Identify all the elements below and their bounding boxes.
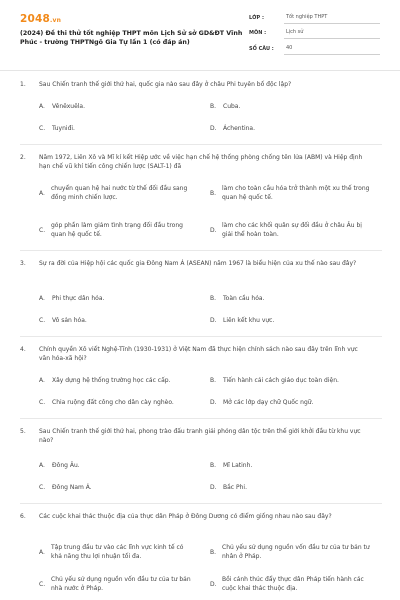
question-5 <box>20 427 382 445</box>
option-text: Bắc Phi. <box>223 484 247 491</box>
option-letter: C. <box>39 399 46 406</box>
option-6c[interactable] <box>39 575 204 593</box>
option-3c[interactable] <box>39 316 87 325</box>
option-text: Vô sản hóa. <box>52 317 87 324</box>
divider <box>20 336 382 337</box>
info-label: MÔN : <box>249 30 267 36</box>
divider <box>20 250 382 251</box>
question-text: Năm 1972, Liên Xô và Mĩ kí kết Hiệp ước về việc hạn chế hệ thống phòng chống tên lửa (ABM) và Hiệp định hạn chế vũ khí tiến công chiến lược (SALT-1) đã <box>39 154 363 170</box>
question-number: 4. <box>20 346 26 353</box>
info-row-subject <box>249 28 380 39</box>
option-2a[interactable] <box>39 184 204 202</box>
option-letter: A. <box>39 548 45 556</box>
option-text: Toàn cầu hóa. <box>223 295 265 302</box>
info-row-class <box>249 12 380 23</box>
option-letter: B. <box>210 295 217 302</box>
option-6a[interactable] <box>39 543 204 561</box>
option-4b[interactable] <box>210 376 339 385</box>
option-letter: A. <box>39 377 45 384</box>
option-letter: C. <box>39 580 46 588</box>
option-5d[interactable] <box>210 483 247 492</box>
question-2 <box>20 153 382 171</box>
option-letter: D. <box>210 580 217 588</box>
option-letter: B. <box>210 103 217 110</box>
option-letter: B. <box>210 189 217 197</box>
option-1a[interactable] <box>39 102 85 111</box>
question-text: Các cuộc khai thác thuộc địa của thực dân Pháp ở Đông Dương có điểm giống nhau nào sau đây? <box>39 513 332 520</box>
option-letter: A. <box>39 462 45 469</box>
option-letter: D. <box>210 226 217 234</box>
option-text: Bồi cánh thúc đẩy thực dân Pháp tiến hành các cuộc khai thác thuộc địa. <box>222 576 364 592</box>
option-text: Đông Âu. <box>52 462 80 469</box>
divider <box>20 418 382 419</box>
option-6d[interactable] <box>210 575 382 593</box>
option-text: Chia ruộng đất công cho dân cày nghèo. <box>52 399 174 406</box>
option-1c[interactable] <box>39 124 75 133</box>
option-text: Đông Nam Á. <box>52 484 92 491</box>
option-text: Phi thực dân hóa. <box>52 295 105 302</box>
question-3 <box>20 259 382 268</box>
option-5b[interactable] <box>210 461 252 470</box>
option-letter: C. <box>39 125 46 132</box>
option-2b[interactable] <box>210 184 382 202</box>
question-1 <box>20 80 382 89</box>
info-value: Tốt nghiệp THPT <box>284 12 380 24</box>
page-header <box>0 0 400 71</box>
exam-info <box>249 12 380 59</box>
option-letter: B. <box>210 377 217 384</box>
option-3d[interactable] <box>210 316 274 325</box>
question-text: Sau Chiến tranh thế giới thứ hai, phong trào đấu tranh giải phóng dân tộc trên thế giới khởi đầu từ khu vực nào? <box>39 428 361 444</box>
divider <box>20 503 382 504</box>
option-text: Tập trung đầu tư vào các lĩnh vực kinh tế có khả năng thu lợi nhuận tối đa. <box>51 544 184 560</box>
option-letter: D. <box>210 399 217 406</box>
option-text: Vênêxuêla. <box>52 103 86 110</box>
option-letter: C. <box>39 484 46 491</box>
option-text: Chủ yếu sử dụng nguồn vốn đầu tư của tư bản tư nhân ở Pháp. <box>222 544 370 560</box>
option-3b[interactable] <box>210 294 264 303</box>
option-letter: A. <box>39 189 45 197</box>
info-row-count <box>249 43 380 54</box>
option-2c[interactable] <box>39 221 204 239</box>
option-5c[interactable] <box>39 483 92 492</box>
info-value: Lịch sử <box>284 27 380 39</box>
info-label: LỚP : <box>249 14 264 21</box>
option-text: Cuba. <box>223 103 241 110</box>
question-4 <box>20 345 382 363</box>
question-number: 6. <box>20 513 26 520</box>
option-text: Mở các lớp dạy chữ Quốc ngữ. <box>223 399 314 406</box>
option-4c[interactable] <box>39 398 174 407</box>
option-letter: D. <box>210 484 217 491</box>
question-6 <box>20 512 382 521</box>
option-text: Tuyniđi. <box>52 125 75 132</box>
option-text: làm cho các khối quân sự đối đầu ở châu Âu bị giải thể hoàn toàn. <box>222 222 362 238</box>
option-3a[interactable] <box>39 294 104 303</box>
info-value: 40 <box>284 43 380 55</box>
question-text: Sự ra đời của Hiệp hội các quốc gia Đông Nam Á (ASEAN) năm 1967 là biểu hiện của xu thế nào sau đây? <box>39 260 357 267</box>
question-number: 2. <box>20 154 26 161</box>
option-text: Liên kết khu vực. <box>223 317 275 324</box>
option-6b[interactable] <box>210 543 382 561</box>
logo-suffix: .vn <box>50 17 62 24</box>
option-1b[interactable] <box>210 102 240 111</box>
divider <box>20 144 382 145</box>
option-text: Tiến hành cải cách giáo dục toàn diện. <box>223 377 339 384</box>
option-text: chuyển quan hệ hai nước từ thế đối đầu sang đồng minh chiến lược. <box>51 185 188 201</box>
question-number: 5. <box>20 428 26 435</box>
info-label: SỐ CÂU : <box>249 45 274 52</box>
site-logo[interactable] <box>20 13 61 25</box>
option-text: Xây dựng hệ thống trường học các cấp. <box>52 377 171 384</box>
option-4d[interactable] <box>210 398 313 407</box>
option-letter: B. <box>210 462 217 469</box>
option-text: Áchentina. <box>223 125 256 132</box>
option-text: Chủ yếu sử dụng nguồn vốn đầu tư của tư bản nhà nước ở Pháp. <box>51 576 191 592</box>
option-letter: A. <box>39 295 45 302</box>
option-4a[interactable] <box>39 376 171 385</box>
option-letter: A. <box>39 103 45 110</box>
option-5a[interactable] <box>39 461 80 470</box>
question-number: 3. <box>20 260 26 267</box>
option-letter: C. <box>39 317 46 324</box>
option-text: làm cho toàn cầu hóa trở thành một xu thế trong quan hệ quốc tế. <box>222 185 370 201</box>
option-1d[interactable] <box>210 124 255 133</box>
question-text: Sau Chiến tranh thế giới thứ hai, quốc gia nào sau đây ở châu Phi tuyên bố độc lập? <box>39 81 292 88</box>
option-letter: D. <box>210 317 217 324</box>
option-2d[interactable] <box>210 221 382 239</box>
question-text: Chính quyền Xô viết Nghệ-Tĩnh (1930-1931) ở Việt Nam đã thực hiện chính sách nào sau đây trên lĩnh vực văn hóa-xã hội? <box>39 346 358 362</box>
exam-title: (2024) Đề thi thử tốt nghiệp THPT môn Lịch Sử sở GD&ĐT Vĩnh Phúc - trường THPTNgô Gia Tự lần 1 (có đáp án) <box>20 30 243 46</box>
question-number: 1. <box>20 81 26 88</box>
option-letter: C. <box>39 226 46 234</box>
option-text: góp phần làm giảm tình trạng đối đầu trong quan hệ quốc tế. <box>51 222 183 238</box>
option-letter: B. <box>210 548 217 556</box>
option-text: Mĩ Latinh. <box>223 462 253 469</box>
option-letter: D. <box>210 125 217 132</box>
logo-main: 2048 <box>20 13 51 25</box>
